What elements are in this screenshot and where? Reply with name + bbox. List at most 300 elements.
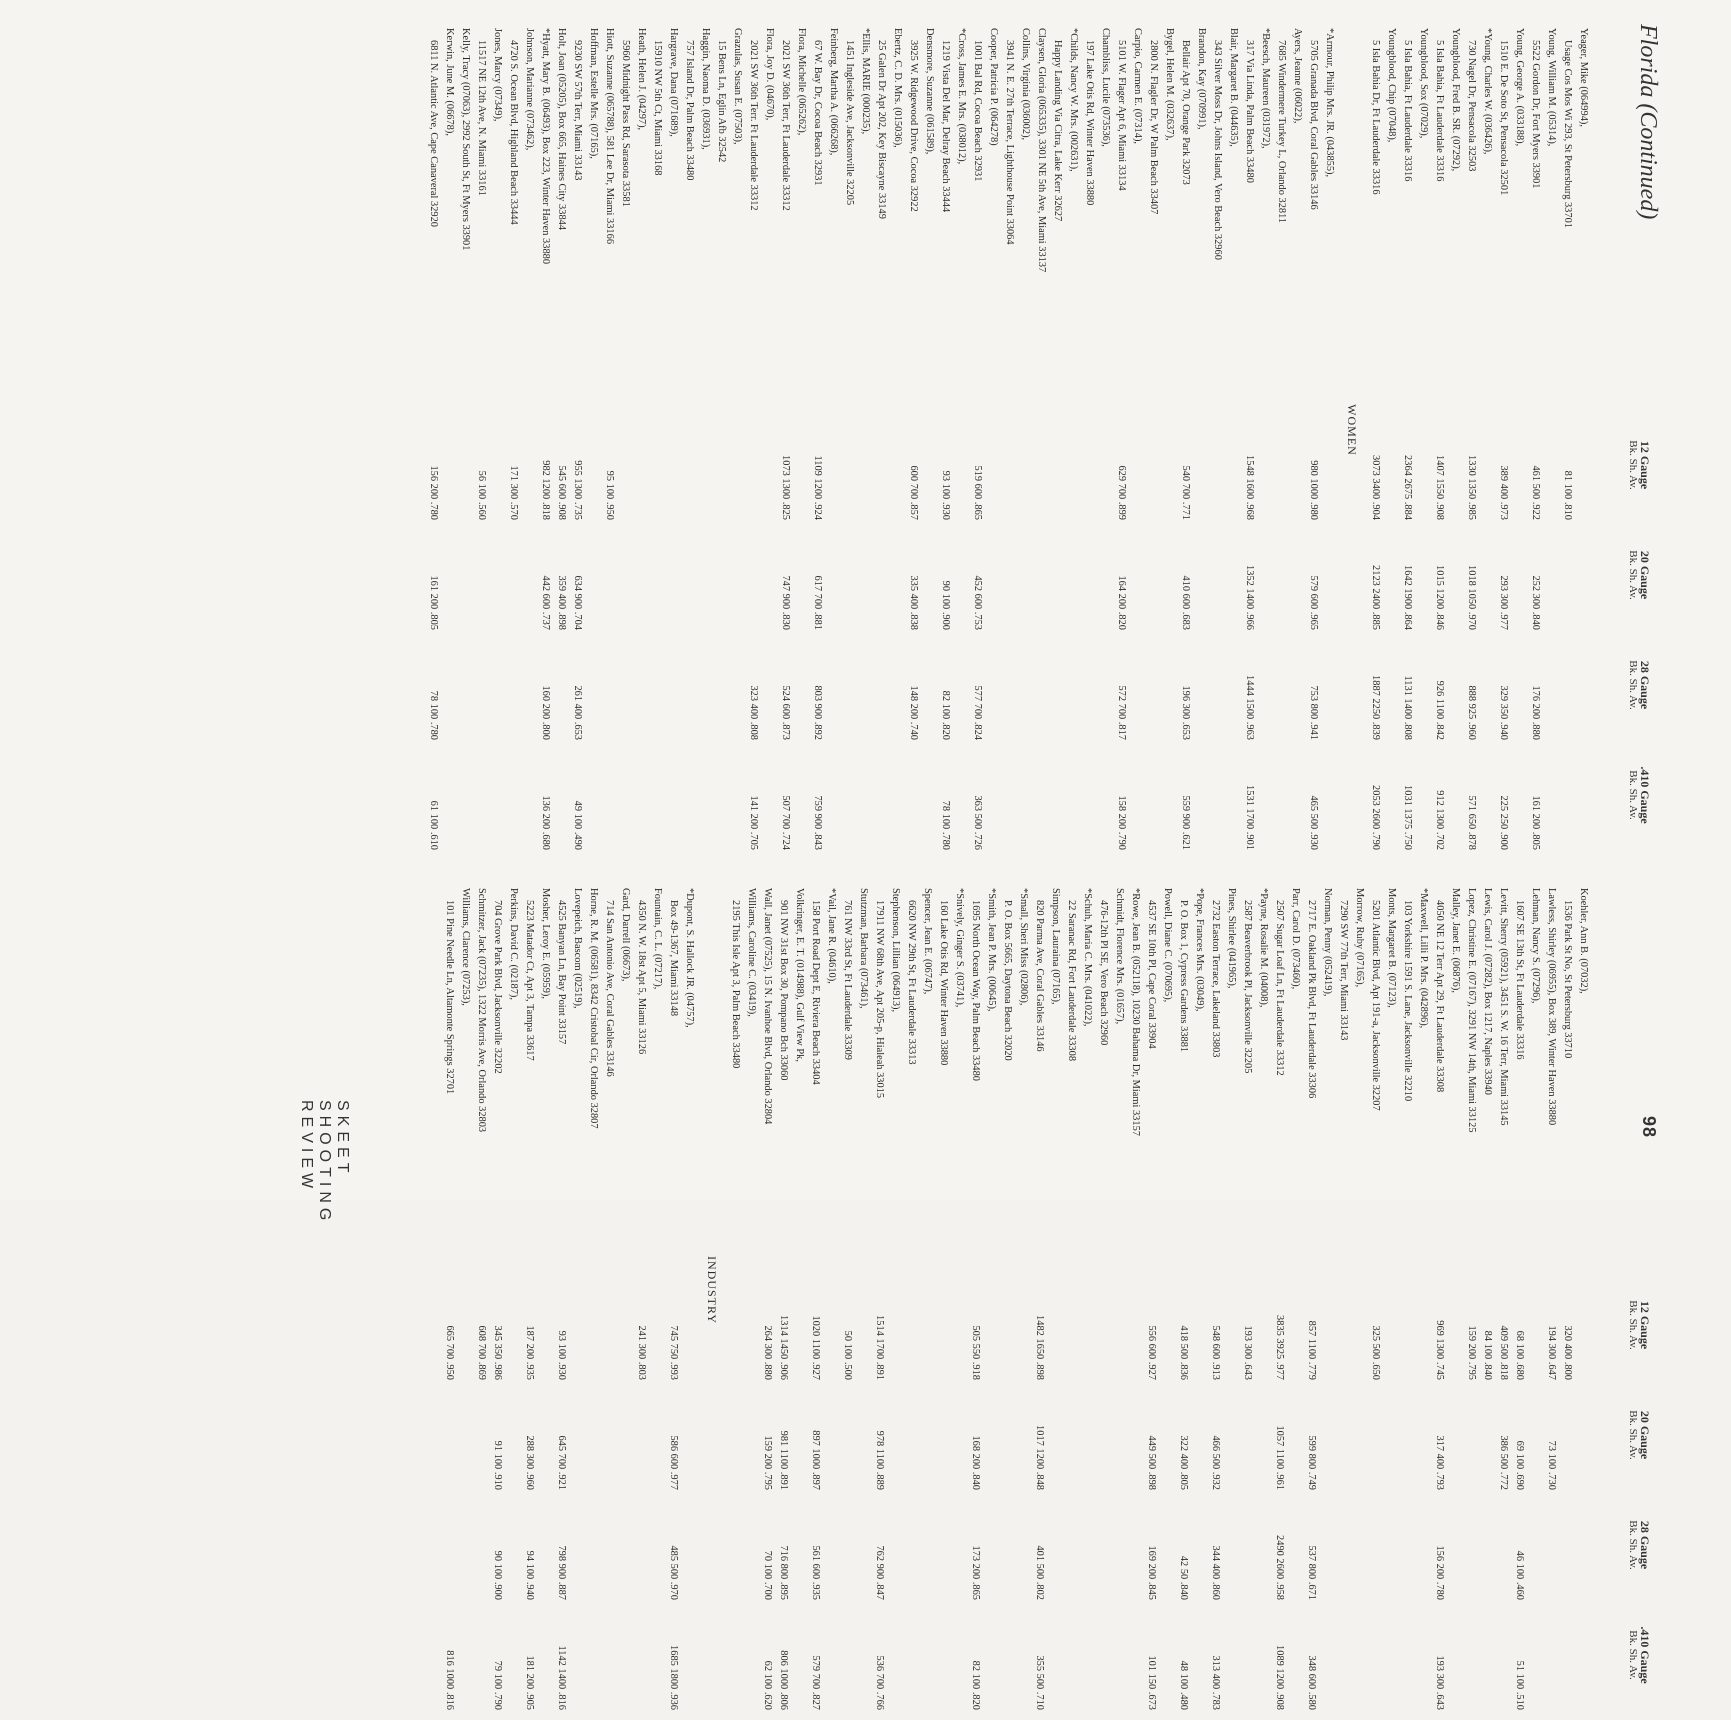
list-item-address bbox=[937, 0, 953, 860]
shooter-name: Collins, Virginia (036002), bbox=[1020, 28, 1031, 141]
score-g28: 798 900 .887 bbox=[556, 1545, 567, 1600]
score-g12: 389 400 .973 bbox=[1498, 465, 1509, 520]
score-g20: 91 100 .910 bbox=[492, 1440, 503, 1490]
list-item-address bbox=[1335, 860, 1351, 1720]
list-item bbox=[457, 860, 473, 1720]
score-g12: 159 200 .795 bbox=[1466, 1325, 1477, 1380]
score-g20: 978 1100 .889 bbox=[874, 1430, 885, 1490]
shooter-name: *Ellis, MARIE (000235), bbox=[860, 28, 871, 135]
score-g410: 51 100 .510 bbox=[1514, 1660, 1525, 1710]
shooter-address: 160 Lake Otis Rd, Winter Haven 33880 bbox=[938, 900, 949, 1066]
list-item-address bbox=[1527, 0, 1543, 860]
shooter-name: Yeager, Mike (064994), bbox=[1578, 28, 1589, 127]
shooter-address: 7685 Windermere Turkey L, Orlando 32811 bbox=[1276, 40, 1287, 224]
score-g20: 981 1100 .891 bbox=[778, 1430, 789, 1490]
score-g410: 82 100 .820 bbox=[970, 1660, 981, 1710]
gauge-label: .410 Gauge bbox=[1638, 1626, 1652, 1684]
list-item-address bbox=[633, 860, 649, 1720]
shooter-name: Holt, Joan (05205), Box 665, Haines City 33844 bbox=[556, 28, 567, 231]
shooter-address: 317 Via Linda, Palm Beach 33480 bbox=[1244, 40, 1255, 183]
shooter-address: 1607 SE 13th St, Ft Lauderdale 33316 bbox=[1514, 900, 1525, 1060]
shooter-address: 730 Nagel Dr, Pensacola 32503 bbox=[1466, 40, 1477, 172]
score-g28: 524 600 .873 bbox=[780, 685, 791, 740]
shooter-address: 5 Isla Bahia, Ft Lauderdale 33316 bbox=[1402, 40, 1413, 182]
score-g20: 617 700 .881 bbox=[812, 575, 823, 630]
score-g12: 1330 1350 .985 bbox=[1466, 455, 1477, 520]
list-item bbox=[1223, 860, 1239, 1720]
score-g20: 897 1000 .897 bbox=[810, 1430, 821, 1490]
list-item-address bbox=[665, 860, 681, 1720]
score-g12: 1514 1700 .891 bbox=[874, 1315, 885, 1380]
list-item bbox=[1495, 860, 1511, 1720]
shooter-name: Youngblood, Chip (07048), bbox=[1386, 28, 1397, 143]
list-item bbox=[823, 860, 839, 1720]
score-g20: 293 300 .977 bbox=[1498, 575, 1509, 630]
shooter-name: Lovepeich, Bascom (02519), bbox=[572, 888, 583, 1009]
score-g20: 335 400 .838 bbox=[908, 575, 919, 630]
shooter-name: Ayers, Jeanne (06022), bbox=[1292, 28, 1303, 124]
score-g28: 90 100 .900 bbox=[492, 1550, 503, 1600]
list-item bbox=[1047, 860, 1063, 1720]
shooter-address: 2587 Beaverbrook Pl, Jacksonville 32205 bbox=[1242, 900, 1253, 1074]
score-g28: 572 700 .817 bbox=[1116, 685, 1127, 740]
shooter-name: *Vail, Jane R. (04610), bbox=[826, 888, 837, 984]
shooter-address: 3941 N. E. 27th Terrace, Lighthouse Point 33064 bbox=[1004, 40, 1015, 245]
score-g12: 1548 1600 .968 bbox=[1244, 455, 1255, 520]
score-g12: 1109 1200 .924 bbox=[812, 455, 823, 520]
shooter-name: *Maxwell, Lilli P. Mrs. (042896), bbox=[1418, 888, 1429, 1029]
list-item bbox=[505, 860, 521, 1720]
shooter-address: Happy Landing Via Citra, Lake Kerr 32627 bbox=[1052, 40, 1063, 222]
shooter-address: 2021 SW 36th Terr, Ft Lauderdale 33312 bbox=[780, 40, 791, 211]
shooter-name: *Armour, Philip Mrs. JR. (043855), bbox=[1324, 28, 1335, 178]
score-g410: 759 900 .843 bbox=[812, 795, 823, 850]
score-g12: 745 750 .993 bbox=[668, 1325, 679, 1380]
list-item bbox=[1527, 860, 1543, 1720]
shooter-address: 5101 W. Flager Apt 6, Miami 33134 bbox=[1116, 40, 1127, 191]
list-item bbox=[1575, 860, 1591, 1720]
score-g410: 79 100 .790 bbox=[492, 1660, 503, 1710]
score-g20: 452 600 .753 bbox=[972, 575, 983, 630]
shooter-address: 5223 Matador Ct, Apt 3, Tampa 33617 bbox=[524, 900, 535, 1061]
score-g20: 579 600 .965 bbox=[1308, 575, 1319, 630]
shooter-name: Schmidt, Florence Mrs. (01657), bbox=[1114, 888, 1125, 1025]
score-g20: 1015 1200 .846 bbox=[1434, 565, 1445, 630]
list-item-address bbox=[441, 860, 457, 1720]
score-g20: 1017 1200 .848 bbox=[1034, 1425, 1045, 1490]
score-g12: 519 600 .865 bbox=[972, 465, 983, 520]
shooter-name: Blair, Margaret B. (044635), bbox=[1228, 28, 1239, 147]
list-item-address bbox=[1273, 0, 1289, 860]
score-g12: 629 700 .899 bbox=[1116, 465, 1127, 520]
shooter-name: *Cross, James E. Mrs. (038012), bbox=[956, 28, 967, 165]
gauge-label: 28 Gauge bbox=[1638, 660, 1652, 710]
list-item bbox=[1415, 860, 1431, 1720]
score-g20: 442 600 .737 bbox=[540, 575, 551, 630]
shooter-address: 2800 N. Flagler Dr, W Palm Beach 33407 bbox=[1148, 40, 1159, 215]
list-item bbox=[1511, 0, 1527, 860]
gauge-header bbox=[1627, 1610, 1651, 1700]
score-g20: 1057 1100 .961 bbox=[1274, 1425, 1285, 1490]
shooter-name: *Childs, Nancy W. Mrs. (002631), bbox=[1068, 28, 1079, 172]
shooter-name: Lehman, Nancy S. (07296), bbox=[1530, 888, 1541, 1004]
score-g28: 561 600 .935 bbox=[810, 1545, 821, 1600]
list-item bbox=[1255, 860, 1271, 1720]
score-g28: 2490 2600 .958 bbox=[1274, 1535, 1285, 1600]
shooter-name: Hiott, Suzanne (065788), 581 Lee Dr, Miami 33166 bbox=[604, 28, 615, 245]
list-item-address bbox=[1049, 0, 1065, 860]
shooter-name: Perkins, David C. (02187), bbox=[508, 888, 519, 1000]
score-g12: 56 100 .560 bbox=[476, 470, 487, 520]
shooter-name: Stephenson, Lillian (064913), bbox=[890, 888, 901, 1013]
shooter-address: 22 Saranac Rd, Fort Lauderdale 33308 bbox=[1066, 900, 1077, 1062]
shooter-name: Williams, Clarence (07253), bbox=[460, 888, 471, 1006]
score-g410: 912 1300 .702 bbox=[1434, 790, 1445, 850]
score-g410: 48 100 .480 bbox=[1178, 1660, 1189, 1710]
score-g410: 579 700 .827 bbox=[810, 1655, 821, 1710]
magazine-title: SKEET SHOOTING REVIEW bbox=[298, 1100, 351, 1226]
list-item-address bbox=[905, 0, 921, 860]
shooter-name: Horne, R. M. (06581), 8342 Cristobal Cir, Orlando 32807 bbox=[588, 888, 599, 1129]
list-item bbox=[1033, 0, 1049, 860]
list-item bbox=[1017, 0, 1033, 860]
shooter-name: Heath, Helen J. (04297), bbox=[636, 28, 647, 131]
score-g20: 159 200 .795 bbox=[762, 1435, 773, 1490]
list-item-address bbox=[1559, 860, 1575, 1720]
shooter-name: Cooper, Patricia P. (064278) bbox=[988, 28, 999, 146]
list-item bbox=[537, 860, 553, 1720]
list-item-address bbox=[1143, 860, 1159, 1720]
list-item-address bbox=[425, 0, 441, 860]
shooter-address: 704 Grove Park Blvd, Jacksonville 32202 bbox=[492, 900, 503, 1074]
score-g410: 181 200 .905 bbox=[524, 1655, 535, 1710]
gauge-label: 12 Gauge bbox=[1638, 1300, 1652, 1350]
shooter-name: Mosher, Leroy E. (05959), bbox=[540, 888, 551, 999]
shooter-name: Monts, Margaret B. (07123), bbox=[1386, 888, 1397, 1008]
gauge-header bbox=[1627, 1390, 1651, 1480]
shooter-address: 5 Isla Bahia, Ft Lauderdale 33316 bbox=[1434, 40, 1445, 182]
score-g28: 344 400 .860 bbox=[1210, 1545, 1221, 1600]
shooter-name: Lawless, Shirley (06955), Box 389, Winter Haven 33880 bbox=[1546, 888, 1557, 1126]
shooter-address: 714 San Antonio Ave, Coral Gables 33146 bbox=[604, 900, 615, 1077]
score-g410: 78 100 .780 bbox=[940, 800, 951, 850]
shooter-address: 15910 NW 5th Ct, Miami 33168 bbox=[652, 40, 663, 176]
score-g12: 93 100 .930 bbox=[940, 470, 951, 520]
shooter-address: Box 49-1367, Miami 33148 bbox=[668, 900, 679, 1017]
shooter-name: Powell, Diane C. (070695), bbox=[1162, 888, 1173, 1003]
score-g12: 156 200 .780 bbox=[428, 465, 439, 520]
list-item-address bbox=[1305, 0, 1321, 860]
list-item-address bbox=[1511, 860, 1527, 1720]
shooter-name: Malley, Janet E. (06876), bbox=[1450, 888, 1461, 993]
list-item bbox=[1191, 860, 1207, 1720]
list-item-address bbox=[601, 860, 617, 1720]
list-item-address bbox=[505, 0, 521, 860]
shooter-name: *Young, Charles W. (036426), bbox=[1482, 28, 1493, 155]
shooter-address: 1695 North Ocean Way, Palm Beach 33480 bbox=[970, 900, 981, 1081]
list-item bbox=[457, 0, 473, 860]
shooter-address: 2717 E. Oakland Pk Blvd, Ft Lauderdale 33306 bbox=[1306, 900, 1317, 1099]
right-roster bbox=[441, 860, 1591, 1720]
shooter-address: 4525 Banyan Ln, Bay Point 33157 bbox=[556, 900, 567, 1045]
shooter-address: 5960 Midnight Pass Rd, Sarasota 33581 bbox=[620, 40, 631, 207]
shooter-address: 4537 SE 10th Pl, Cape Coral 33904 bbox=[1146, 900, 1157, 1049]
shooter-name: *Rowe, Jean B. (052118), 10230 Bahama Dr, Miami 33157 bbox=[1130, 888, 1141, 1136]
list-item-address bbox=[777, 0, 793, 860]
gauge-header bbox=[1627, 420, 1651, 510]
shooter-name: Koehler, Ann B. (07032), bbox=[1578, 888, 1589, 994]
shooter-name: Jones, Marcy (07349), bbox=[492, 28, 503, 122]
shooter-address: 5 Isla Bahia Dr, Ft Lauderdale 33316 bbox=[1370, 40, 1381, 195]
score-g12: 171 300 .570 bbox=[508, 465, 519, 520]
score-g20: 1018 1050 .970 bbox=[1466, 565, 1477, 630]
list-item bbox=[1575, 0, 1591, 860]
score-g410: 1142 1400 .816 bbox=[556, 1645, 567, 1710]
shooter-address: 2195 This Isle Apt 3, Palm Beach 33480 bbox=[730, 900, 741, 1069]
shooter-name: Brandon, Kay (070991), bbox=[1196, 28, 1207, 130]
score-g28: 329 350 .940 bbox=[1498, 685, 1509, 740]
score-g410: 806 1000 .806 bbox=[778, 1650, 789, 1710]
score-g12: 505 550 .918 bbox=[970, 1325, 981, 1380]
shooter-address: 1001 Bal Rd, Cocoa Beach 32931 bbox=[972, 40, 983, 182]
shooter-address: 5522 Gordon Dr, Fort Myers 33901 bbox=[1530, 40, 1541, 189]
score-g12: 3073 3400 .904 bbox=[1370, 455, 1381, 520]
list-item bbox=[793, 0, 809, 860]
shooter-address: 1536 Park St No, St Petersburg 33710 bbox=[1562, 900, 1573, 1059]
list-item bbox=[887, 860, 903, 1720]
list-item bbox=[1415, 0, 1431, 860]
score-g12: 68 100 .680 bbox=[1514, 1330, 1525, 1380]
list-item-address bbox=[903, 860, 919, 1720]
shooter-address: 7290 SW 77th Terr, Miami 33143 bbox=[1338, 900, 1349, 1041]
gauge-subheader: Bk. Sh. Av. bbox=[1627, 1630, 1639, 1680]
score-g20: 645 700 .921 bbox=[556, 1435, 567, 1490]
score-g28: 926 1100 .842 bbox=[1434, 680, 1445, 740]
shooter-address: 2732 Easton Terrace, Lakeland 33803 bbox=[1210, 900, 1221, 1058]
score-g20: 168 200 .840 bbox=[970, 1435, 981, 1490]
shooter-address: 5705 Granada Blvd, Coral Gables 33146 bbox=[1308, 40, 1319, 210]
shooter-address: 4720 S. Ocean Blvd, Highland Beach 33444 bbox=[508, 40, 519, 225]
list-item-address bbox=[839, 860, 855, 1720]
score-g410: 161 200 .805 bbox=[1530, 795, 1541, 850]
shooter-name: Densmore, Suzanne (061589), bbox=[924, 28, 935, 155]
score-g28: 1444 1500 .963 bbox=[1244, 675, 1255, 740]
list-item bbox=[1351, 860, 1367, 1720]
score-g20: 2123 2400 .885 bbox=[1370, 565, 1381, 630]
list-item bbox=[1543, 860, 1559, 1720]
score-g28: 173 200 .865 bbox=[970, 1545, 981, 1600]
score-g12: 1314 1450 .906 bbox=[778, 1315, 789, 1380]
score-g12: 556 600 .927 bbox=[1146, 1325, 1157, 1380]
shooter-name: Parr, Carol D. (073460), bbox=[1290, 888, 1301, 990]
score-g12: 93 100 .930 bbox=[556, 1330, 567, 1380]
list-item-address bbox=[569, 0, 585, 860]
shooter-name: Morrow, Ruby (07165), bbox=[1354, 888, 1365, 988]
list-item-address bbox=[1271, 860, 1287, 1720]
shooter-name: Pines, Shirlee (041965), bbox=[1226, 888, 1237, 989]
list-item bbox=[585, 860, 601, 1720]
list-item-address bbox=[841, 0, 857, 860]
shooter-name: Hoffman, Estelle Mrs. (07165), bbox=[588, 28, 599, 159]
shooter-name: Levitt, Sherry (05921), 3451 S. W. 16 Terr, Miami 33145 bbox=[1498, 888, 1509, 1126]
left-column bbox=[428, 0, 1731, 860]
shooter-name: Spencer, Jean E. (06747), bbox=[922, 888, 933, 995]
shooter-name: Stutzman, Barbara (073461), bbox=[858, 888, 869, 1009]
shooter-name: *Snively, Ginger S. (03741), bbox=[954, 888, 965, 1008]
list-item bbox=[919, 860, 935, 1720]
category-heading: INDUSTRY bbox=[705, 1255, 719, 1324]
shooter-name: Gard, Darrell (06673), bbox=[620, 888, 631, 982]
list-item-address bbox=[681, 0, 697, 860]
shooter-name: *Hyatt, Mary B. (06493), Box 223, Winter Haven 33880 bbox=[540, 28, 551, 265]
shooter-address: 1219 Vista Del Mar, Delray Beach 33444 bbox=[940, 40, 951, 213]
score-g410: 158 200 .790 bbox=[1116, 795, 1127, 850]
shooter-name: Kelly, Tracy (07063), 2992 South St, Ft Myers 33901 bbox=[460, 28, 471, 251]
score-g12: 545 600 .908 bbox=[556, 465, 567, 520]
list-item bbox=[553, 0, 569, 860]
list-item-address bbox=[999, 860, 1015, 1720]
score-g410: 49 100 .490 bbox=[572, 800, 583, 850]
gauge-label: 20 Gauge bbox=[1638, 1410, 1652, 1460]
score-g20: 1352 1400 .966 bbox=[1244, 565, 1255, 630]
list-item bbox=[953, 0, 969, 860]
score-g410: 141 200 .705 bbox=[748, 795, 759, 850]
list-item-address bbox=[473, 0, 489, 860]
shooter-address: 757 Island Dr, Palm Beach 33480 bbox=[684, 40, 695, 181]
list-item bbox=[633, 0, 649, 860]
score-g12: 320 400 .800 bbox=[1562, 1325, 1573, 1380]
score-g12: 241 300 .803 bbox=[636, 1325, 647, 1380]
list-item-address bbox=[617, 0, 633, 860]
score-g410: 62 100 .620 bbox=[762, 1660, 773, 1710]
list-item-address bbox=[809, 0, 825, 860]
score-g410: 193 300 .643 bbox=[1434, 1655, 1445, 1710]
score-g28: 46 100 .460 bbox=[1514, 1550, 1525, 1600]
score-g410: 101 150 .673 bbox=[1146, 1655, 1157, 1710]
shooter-name: Williams, Caroline C. (03419), bbox=[746, 888, 757, 1017]
shooter-name: Simpson, Lauraina (07165), bbox=[1050, 888, 1061, 1005]
score-g20: 386 500 .772 bbox=[1498, 1435, 1509, 1490]
list-item bbox=[791, 860, 807, 1720]
section-title: Florida (Continued) bbox=[1635, 24, 1661, 220]
list-item bbox=[729, 0, 745, 860]
score-g20: 634 900 .704 bbox=[572, 575, 583, 630]
list-item bbox=[1257, 0, 1273, 860]
shooter-name: Lopez, Christine E. (07167), 3291 NW 14th, Miami 33125 bbox=[1466, 888, 1477, 1133]
score-g28: 148 200 .740 bbox=[908, 685, 919, 740]
gauge-header bbox=[1627, 1280, 1651, 1370]
list-item-address bbox=[1113, 0, 1129, 860]
score-g12: 969 1300 .745 bbox=[1434, 1320, 1445, 1380]
list-item-address bbox=[1177, 0, 1193, 860]
list-item-address bbox=[521, 860, 537, 1720]
score-g20: 252 300 .840 bbox=[1530, 575, 1541, 630]
gauge-subheader: Bk. Sh. Av. bbox=[1627, 770, 1639, 820]
list-item-address bbox=[489, 860, 505, 1720]
score-g410: 559 900 .621 bbox=[1180, 795, 1191, 850]
score-g28: 577 700 .824 bbox=[972, 685, 983, 740]
score-g28: 94 100 .940 bbox=[524, 1550, 535, 1600]
score-g12: 980 1000 .980 bbox=[1308, 460, 1319, 520]
list-item-address bbox=[1367, 0, 1383, 860]
left-column-headers bbox=[1611, 0, 1651, 860]
score-g410: 363 500 .726 bbox=[972, 795, 983, 850]
score-g28: 78 100 .780 bbox=[428, 690, 439, 740]
list-item-address bbox=[935, 860, 951, 1720]
list-item bbox=[1193, 0, 1209, 860]
score-g28: 716 800 .895 bbox=[778, 1545, 789, 1600]
gauge-header bbox=[1627, 530, 1651, 620]
score-g410: 136 200 .680 bbox=[540, 795, 551, 850]
list-item-address bbox=[1095, 860, 1111, 1720]
gauge-header bbox=[1627, 1500, 1651, 1590]
left-roster bbox=[425, 0, 1591, 860]
shooter-name: Kerwin, June M. (06678), bbox=[444, 28, 455, 136]
list-item bbox=[617, 860, 633, 1720]
list-item-address bbox=[873, 0, 889, 860]
score-g12: 325 500 .650 bbox=[1370, 1325, 1381, 1380]
list-item-address bbox=[967, 860, 983, 1720]
list-item bbox=[681, 860, 697, 1720]
list-item bbox=[855, 860, 871, 1720]
score-g12: 600 700 .857 bbox=[908, 465, 919, 520]
shooter-address: 197 Lake Otis Rd, Winter Haven 33880 bbox=[1084, 40, 1095, 206]
shooter-name: Young, George A. (033188), bbox=[1514, 28, 1525, 147]
shooter-address: 343 Silver Moss Dr, Johns Island, Vero Beach 32960 bbox=[1212, 40, 1223, 260]
list-item bbox=[1065, 0, 1081, 860]
score-g410: 507 700 .724 bbox=[780, 795, 791, 850]
shooter-name: Flora, Joy D. (04670), bbox=[764, 28, 775, 121]
score-g20: 1642 1900 .864 bbox=[1402, 565, 1413, 630]
list-item bbox=[601, 0, 617, 860]
score-g12: 194 300 .647 bbox=[1546, 1325, 1557, 1380]
shooter-name: Haggin, Naoma D. (036931), bbox=[700, 28, 711, 150]
list-item-address bbox=[1241, 0, 1257, 860]
score-g20: 747 900 .830 bbox=[780, 575, 791, 630]
shooter-address: P. O. Box 5665, Daytona Beach 32020 bbox=[1002, 900, 1013, 1061]
score-g12: 665 700 .950 bbox=[444, 1325, 455, 1380]
score-g410: 816 1000 .816 bbox=[444, 1650, 455, 1710]
shooter-name: Grazulas, Susan E. (07503), bbox=[732, 28, 743, 145]
list-item bbox=[649, 860, 665, 1720]
score-g410: 536 700 .766 bbox=[874, 1655, 885, 1710]
list-item bbox=[1463, 860, 1479, 1720]
score-g28: 261 400 .653 bbox=[572, 685, 583, 740]
score-g28: 160 200 .800 bbox=[540, 685, 551, 740]
shooter-address: 6620 NW 29th St, Ft Lauderdale 33313 bbox=[906, 900, 917, 1065]
list-item bbox=[1383, 0, 1399, 860]
score-g20: 73 100 .730 bbox=[1546, 1440, 1557, 1490]
score-g410: 348 600 .580 bbox=[1306, 1655, 1317, 1710]
list-item bbox=[1111, 860, 1127, 1720]
score-g28: 42 50 .840 bbox=[1178, 1555, 1189, 1600]
score-g20: 90 100 .900 bbox=[940, 580, 951, 630]
list-item bbox=[1543, 0, 1559, 860]
score-g12: 3835 3925 .977 bbox=[1274, 1315, 1285, 1380]
score-g28: 888 925 .960 bbox=[1466, 685, 1477, 740]
list-item-address bbox=[969, 0, 985, 860]
list-item-address bbox=[1431, 0, 1447, 860]
score-g410: 571 650 .878 bbox=[1466, 795, 1477, 850]
list-item bbox=[697, 0, 713, 860]
list-item-address bbox=[1303, 860, 1319, 1720]
score-g410: 2053 2600 .790 bbox=[1370, 785, 1381, 850]
shooter-address: 15 Bens Ln, Eglin Afb 32542 bbox=[716, 40, 727, 163]
list-item bbox=[759, 860, 775, 1720]
list-item-address bbox=[713, 0, 729, 860]
list-item-address bbox=[1495, 0, 1511, 860]
score-g12: 50 100 .500 bbox=[842, 1330, 853, 1380]
